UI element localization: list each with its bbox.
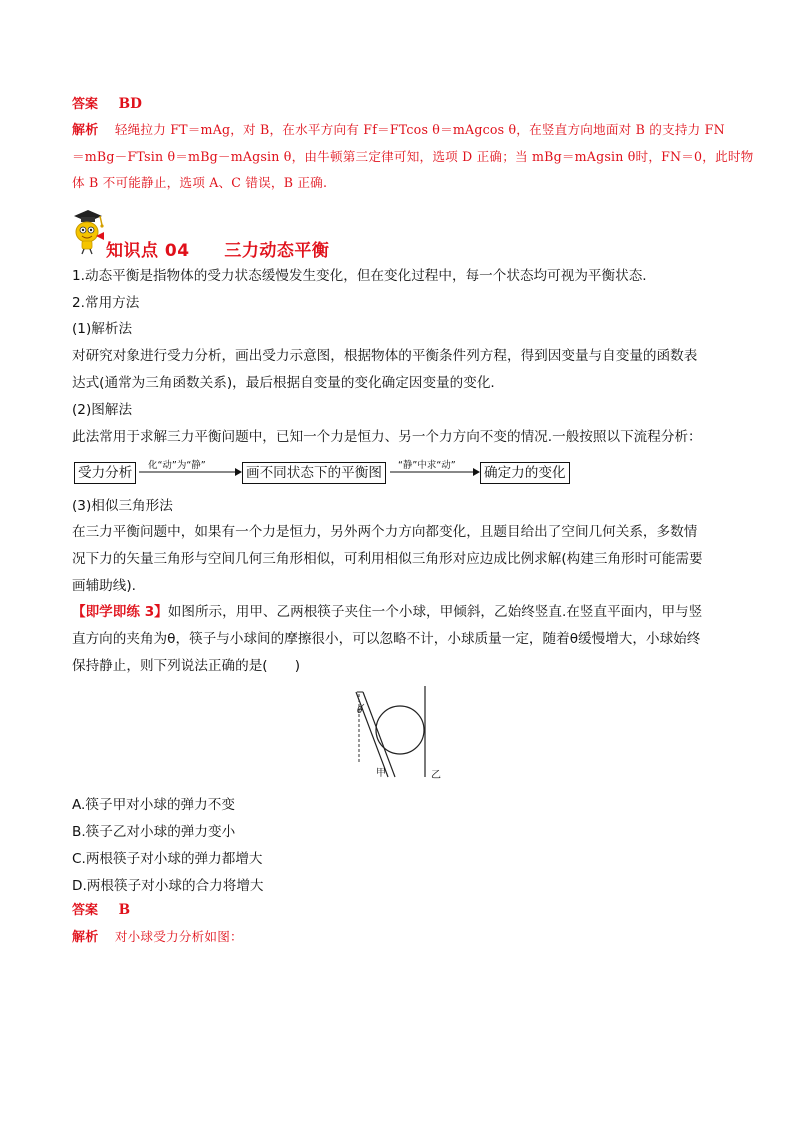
explanation-text-2: 对小球受力分析如图： [114,929,243,944]
paragraph-4a: 对研究对象进行受力分析，画出受力示意图，根据物体的平衡条件列方程，得到因变量与自变量的函数表 [72,348,698,364]
explanation-line-3: 体 B 不可能静止，选项 A、C 错误，B 正确. [72,175,328,190]
flow-arrow-label-2: “静”中求“动” [398,460,456,471]
graduate-cartoon-icon [70,208,108,256]
answer-label-2: 答案 [72,903,99,918]
exercise-question-1: 如图所示，用甲、乙两根筷子夹住一个小球，甲倾斜，乙始终竖直.在竖直平面内，甲与竖 [167,604,703,620]
paragraph-6: 此法常用于求解三力平衡问题中，已知一个力是恒力、另一个力方向不变的情况.一般按照以下流程分析： [72,429,702,445]
explanation-label-2: 解析 [72,930,99,945]
answer-line-2 [72,901,130,920]
exercise-tag: 【即学即练 3】 [72,604,168,620]
paragraph-8c: 画辅助线). [72,578,136,594]
exercise-line-2: 直方向的夹角为θ，筷子与小球间的摩擦很小，可以忽略不计，小球质量一定，随着θ缓慢增大，小球始终 [72,631,701,647]
option-c: C.两根筷子对小球的弹力都增大 [72,851,263,867]
flow-arrow-2 [390,466,480,478]
flow-step-1: 受力分析 [74,462,136,484]
small-ball [376,706,424,754]
answer-line-1 [72,95,142,114]
paragraph-4b: 达式(通常为三角函数关系)，最后根据自变量的变化确定因变量的变化. [72,375,495,391]
answer-value-2: B [118,902,131,918]
exercise-line-1 [72,603,702,621]
answer-value: BD [118,96,142,112]
explanation-line-1 [72,121,725,140]
knowledge-point-number: 知识点 04 [106,241,190,261]
theta-label: θ [357,706,363,716]
paragraph-8a: 在三力平衡问题中，如果有一个力是恒力，另外两个力方向都变化，且题目给出了空间几何关系，多数情 [72,524,698,540]
paragraph-3: (1)解析法 [72,321,133,337]
paragraph-2: 2.常用方法 [72,295,140,311]
paragraph-1: 1.动态平衡是指物体的受力状态缓慢发生变化，但在变化过程中，每一个状态均可视为平衡状态. [72,268,647,284]
option-a: A.筷子甲对小球的弹力不变 [72,797,235,813]
chopstick-yi-label: 乙 [431,770,441,781]
paragraph-7: (3)相似三角形法 [72,498,173,514]
flow-arrow-label-1: 化“动”为“静” [148,460,206,471]
paragraph-8b: 况下力的矢量三角形与空间几何三角形相似，可利用相似三角形对应边成比例求解(构建三角形时可能需要 [72,551,703,567]
explanation-line-2: ＝mBg－FTsin θ＝mBg－mAgsin θ，由牛顿第三定律可知，选项 D 正确；当 mBg＝mAgsin θ时，FN＝0，此时物 [72,149,754,164]
option-d: D.两根筷子对小球的合力将增大 [72,878,264,894]
explanation-label: 解析 [72,123,99,138]
flow-arrow-1 [139,466,242,478]
exercise-line-3: 保持静止，则下列说法正确的是( ) [72,658,301,674]
option-b: B.筷子乙对小球的弹力变小 [72,824,236,840]
knowledge-point-title: 三力动态平衡 [224,241,330,261]
chopsticks-figure [340,684,450,784]
flow-step-3: 确定力的变化 [480,462,570,484]
paragraph-5: (2)图解法 [72,402,133,418]
explanation-text-1: 轻绳拉力 FT＝mAg，对 B，在水平方向有 Ff＝FTcos θ＝mAgcos θ，在竖直方向地面对 B 的支持力 FN [114,122,725,137]
chopstick-jia-label: 甲 [376,768,386,779]
explanation-line-4 [72,928,243,947]
flow-step-2: 画不同状态下的平衡图 [242,462,386,484]
answer-label: 答案 [72,97,99,112]
knowledge-point-heading [106,236,329,261]
